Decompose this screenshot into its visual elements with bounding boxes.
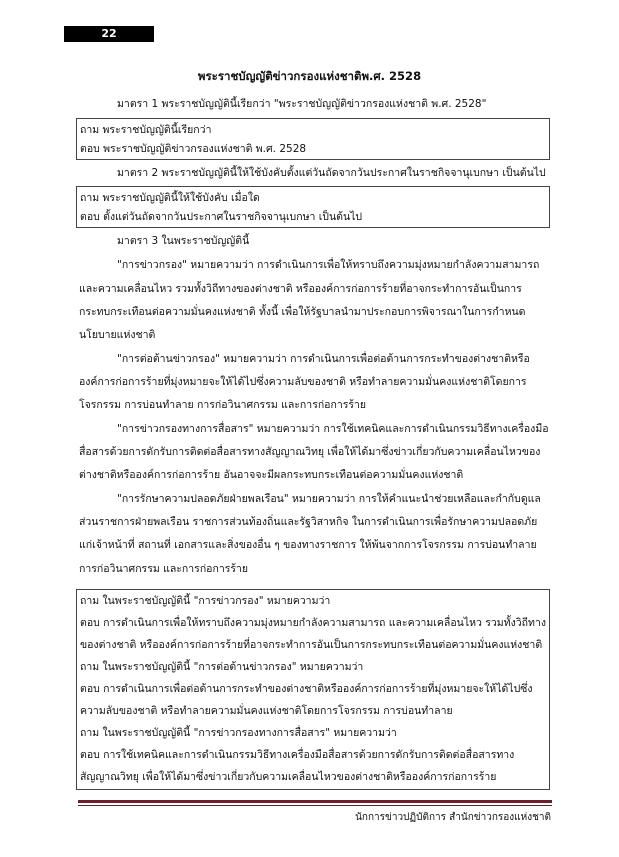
definition-line: การก่อวินาศกรรม และการก่อการร้าย [79, 563, 249, 575]
definition-line: กระทบกระเทือนต่อความมั่นคงแห่งชาติ ทั้งนี้ เพื่อให้รัฐบาลนำมาประกอบการพิจารณาในการกำหนด [79, 306, 526, 318]
qa-line: ตอบ การใช้เทคนิคและการดำเนินกรรมวิธีทางเครื่องมือสื่อสารด้วยการดักรับการติดต่อสื่อสารทาง [80, 749, 515, 761]
section-3: มาตรา 3 ในพระราชบัญญัตินี้ [117, 235, 250, 247]
qa-line: ถาม พระราชบัญญัตินี้ให้ใช้บังคับ เมื่อใด [80, 192, 260, 204]
qa-line: ตอบ ตั้งแต่วันถัดจากวันประกาศในราชกิจจานุเบกษา เป็นต้นไป [80, 211, 363, 223]
definition-line: แก่เจ้าหน้าที่ สถานที่ เอกสารและสิ่งของอื่น ๆ ของทางราชการ ให้พ้นจากการโจรกรรม การบ่อนทำลาย [79, 539, 537, 551]
section-1: มาตรา 1 พระราชบัญญัตินี้เรียกว่า "พระราชบัญญัติข่าวกรองแห่งชาติ พ.ศ. 2528" [117, 98, 487, 110]
qa-line: ความลับของชาติ หรือทำลายความมั่นคงแห่งชาติโดยการโจรกรรม การบ่อนทำลาย [80, 705, 453, 717]
qa-line: ตอบ การดำเนินการเพื่อต่อต้านการกระทำของต่างชาติหรือองค์การก่อการร้ายที่มุ่งหมายจะให้ได้ไปซึ่ง [80, 683, 533, 695]
qa-box-1 [76, 118, 550, 160]
qa-line: ตอบ พระราชบัญญัติข่าวกรองแห่งชาติ พ.ศ. 2528 [80, 143, 307, 155]
qa-line: ตอบ การดำเนินการเพื่อให้ทราบถึงความมุ่งหมายกำลังความสามารถ และความเคลื่อนไหว รวมทั้งวิถีทาง [80, 617, 546, 629]
footer-rule [78, 800, 552, 803]
qa-line: ถาม ในพระราชบัญญัตินี้ "การต่อต้านข่าวกรอง" หมายความว่า [80, 661, 364, 673]
qa-box-3 [76, 589, 550, 790]
definition-line: นโยบายแห่งชาติ [79, 329, 156, 341]
qa-line: ถาม ในพระราชบัญญัตินี้ "การข่าวกรอง" หมายความว่า [80, 595, 331, 607]
page-number: 22 [64, 26, 154, 42]
section-2: มาตรา 2 พระราชบัญญัตินี้ให้ใช้บังคับตั้งแต่วันถัดจากวันประกาศในราชกิจจานุเบกษา เป็นต้นไป [117, 167, 546, 179]
definition-line: องค์การก่อการร้ายที่มุ่งหมายจะให้ได้ไปซึ่งความลับของชาติ หรือทำลายความมั่นคงแห่งชาติโดยการ [79, 376, 527, 388]
qa-line: สัญญาณวิทยุ เพื่อให้ได้มาซึ่งข่าวเกี่ยวกับความเคลื่อนไหวของต่างชาติหรือองค์การก่อการร้าย [80, 771, 497, 783]
footer-rule-thin [78, 805, 552, 806]
qa-box-2 [76, 186, 550, 228]
definition-line: ส่วนราชการฝ่ายพลเรือน ราชการส่วนท้องถิ่นและรัฐวิสาหกิจ ในการดำเนินการเพื่อรักษาความปลอดภัย [79, 516, 538, 528]
qa-line: ของต่างชาติ หรือองค์การก่อการร้ายที่อาจกระทำการอันเป็นการกระทบกระเทือนต่อความมั่นคงแห่งชาติ [80, 639, 543, 651]
qa-line: ถาม ในพระราชบัญญัตินี้ "การข่าวกรองทางการสื่อสาร" หมายความว่า [80, 727, 397, 739]
definition-line: "การข่าวกรองทางการสื่อสาร" หมายความว่า การใช้เทคนิคและการดำเนินกรรมวิธีทางเครื่องมือ [117, 423, 549, 435]
definition-line: "การต่อต้านข่าวกรอง" หมายความว่า การดำเนินการเพื่อต่อต้านการกระทำของต่างชาติหรือ [117, 353, 530, 365]
definition-line: ต่างชาติหรือองค์การก่อการร้าย อันอาจจะมีผลกระทบกระเทือนต่อความมั่นคงแห่งชาติ [79, 469, 464, 481]
footer-text: นักการข่าวปฏิบัติการ สำนักข่าวกรองแห่งชาติ [355, 812, 551, 823]
definition-line: สื่อสารด้วยการดักรับการติดต่อสื่อสารทางสัญญาณวิทยุ เพื่อให้ได้มาซึ่งข่าวเกี่ยวกับความเคลื่อนไหวของ [79, 446, 541, 458]
definition-line: "การข่าวกรอง" หมายความว่า การดำเนินการเพื่อให้ทราบถึงความมุ่งหมายกำลังความสามารถ [117, 259, 540, 271]
document-title: พระราชบัญญัติข่าวกรองแห่งชาติพ.ศ. 2528 [197, 69, 422, 83]
qa-line: ถาม พระราชบัญญัตินี้เรียกว่า [80, 124, 212, 136]
definition-line: "การรักษาความปลอดภัยฝ่ายพลเรือน" หมายความว่า การให้คำแนะนำช่วยเหลือและกำกับดูแล [117, 493, 541, 505]
definition-line: โจรกรรม การบ่อนทำลาย การก่อวินาศกรรม และการก่อการร้าย [79, 399, 367, 411]
definition-line: และความเคลื่อนไหว รวมทั้งวิถีทางของต่างชาติ หรือองค์การก่อการร้ายที่อาจกระทำการอันเป็นการ [79, 283, 522, 295]
